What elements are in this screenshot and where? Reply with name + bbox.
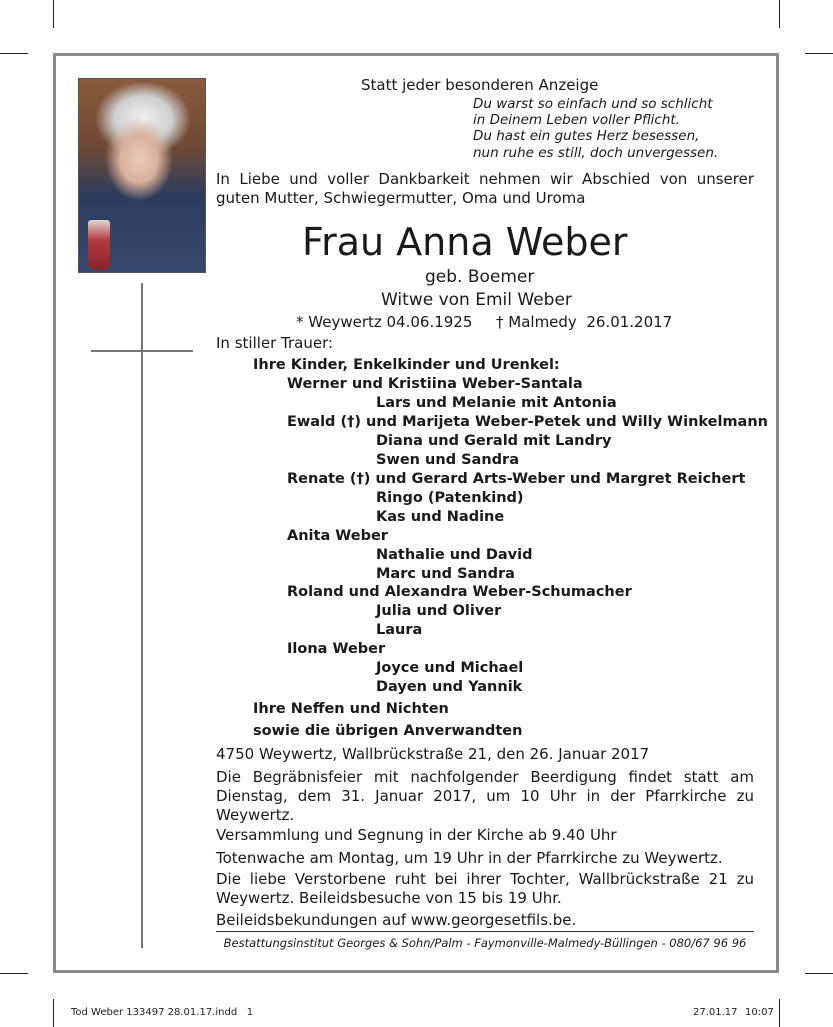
wine-glass-detail bbox=[88, 220, 110, 270]
family-child: Diana und Gerald mit Landry bbox=[376, 433, 612, 449]
family-parents: Ewald (†) und Marijeta Weber-Petek und Willy Winkelmann bbox=[287, 414, 768, 430]
poem-line: Du warst so einfach und so schlicht bbox=[473, 96, 713, 112]
file-slug: Tod Weber 133497 28.01.17.indd 1 bbox=[71, 1007, 254, 1018]
family-parents: Roland und Alexandra Weber-Schumacher bbox=[287, 584, 632, 600]
poem-line: in Deinem Leben voller Pflicht. bbox=[473, 112, 680, 128]
family-parents: Renate (†) und Gerard Arts-Weber und Margret Reichert bbox=[287, 471, 746, 487]
family-child: Marc und Sandra bbox=[376, 566, 515, 582]
cross-horizontal bbox=[91, 350, 193, 352]
poem-line: Du hast ein gutes Herz besessen, bbox=[473, 128, 700, 144]
crop-mark bbox=[53, 0, 54, 28]
funeral-text: Die Begräbnisfeier mit nachfolgender Beerdigung findet statt am Dienstag, dem 31. Januar 2017, um 10 Uhr in der Pfarrkirche zu Weywertz. bbox=[216, 768, 754, 824]
mourning-label: In stiller Trauer: bbox=[216, 334, 334, 352]
gathering-text: Versammlung und Segnung in der Kirche ab 9.40 Uhr bbox=[216, 826, 617, 844]
crop-mark bbox=[0, 53, 28, 54]
slug-time: 10:07 bbox=[745, 1007, 774, 1018]
crop-mark bbox=[805, 973, 833, 974]
family-child: Ringo (Patenkind) bbox=[376, 490, 524, 506]
crop-mark bbox=[779, 0, 780, 28]
family-child: Dayen und Yannik bbox=[376, 679, 523, 695]
cross-vertical bbox=[141, 283, 143, 948]
other-relatives: sowie die übrigen Anverwandten bbox=[253, 723, 523, 739]
mourning-heading: Ihre Kinder, Enkelkinder und Urenkel: bbox=[253, 357, 560, 373]
family-child: Lars und Melanie mit Antonia bbox=[376, 395, 617, 411]
family-parents: Werner und Kristiina Weber-Santala bbox=[287, 376, 583, 392]
family-child: Julia und Oliver bbox=[376, 603, 502, 619]
condolences-text: Beileidsbekundungen auf www.georgesetfils.be. bbox=[216, 911, 577, 929]
nieces-nephews: Ihre Neffen und Nichten bbox=[253, 701, 449, 717]
birth-name: geb. Boemer bbox=[425, 267, 535, 287]
family-child: Laura bbox=[376, 622, 423, 638]
intro-text: In Liebe und voller Dankbarkeit nehmen wir Abschied von unserer guten Mutter, Schwiegermutter, Oma und Uroma bbox=[216, 170, 754, 207]
wake-text: Totenwache am Montag, um 19 Uhr in der Pfarrkirche zu Weywertz. bbox=[216, 849, 723, 867]
family-child: Nathalie und David bbox=[376, 547, 533, 563]
family-parents: Anita Weber bbox=[287, 528, 388, 544]
poem-line: nun ruhe es still, doch unvergessen. bbox=[473, 145, 719, 161]
family-parents: Ilona Weber bbox=[287, 641, 386, 657]
deceased-name: Frau Anna Weber bbox=[302, 220, 628, 264]
widow-of: Witwe von Emil Weber bbox=[381, 290, 572, 310]
address-line: 4750 Weywertz, Wallbrückstraße 21, den 26. Januar 2017 bbox=[216, 745, 650, 763]
family-child: Joyce und Michael bbox=[376, 660, 524, 676]
footer-rule bbox=[216, 931, 754, 932]
birth-date: * Weywertz 04.06.1925 bbox=[296, 313, 473, 331]
announcement: Statt jeder besonderen Anzeige bbox=[361, 76, 599, 94]
crop-mark bbox=[779, 999, 780, 1027]
death-date: † Malmedy 26.01.2017 bbox=[496, 313, 673, 331]
family-child: Swen und Sandra bbox=[376, 452, 519, 468]
slug-date: 27.01.17 bbox=[693, 1007, 738, 1018]
resting-text: Die liebe Verstorbene ruht bei ihrer Tochter, Wallbrückstraße 21 zu Weywertz. Beileidsbesuche von 15 bis 19 Uhr. bbox=[216, 870, 754, 907]
crop-mark bbox=[805, 53, 833, 54]
funeral-home-footer: Bestattungsinstitut Georges & Sohn/Palm - Faymonville-Malmedy-Büllingen - 080/67 96 96 bbox=[223, 936, 747, 950]
family-child: Kas und Nadine bbox=[376, 509, 505, 525]
crop-mark bbox=[53, 999, 54, 1027]
crop-mark bbox=[0, 973, 28, 974]
